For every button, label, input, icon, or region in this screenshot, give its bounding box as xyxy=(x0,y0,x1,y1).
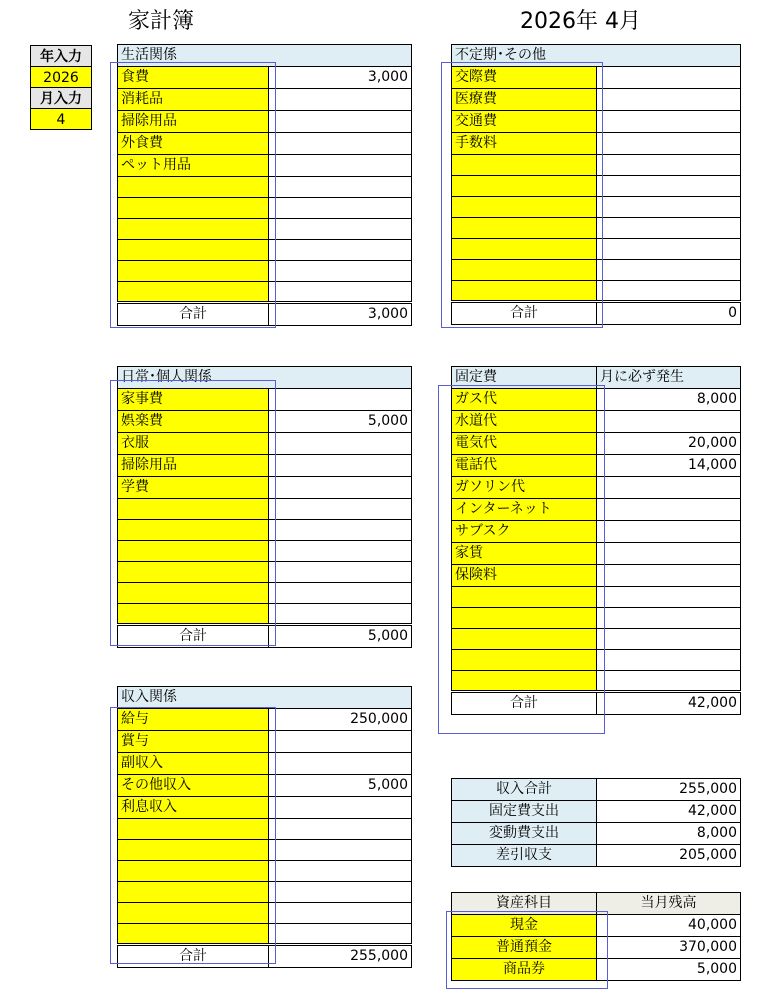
amount-cell[interactable] xyxy=(269,433,412,455)
category-label-cell[interactable] xyxy=(452,218,597,239)
period-label: 2026年 4月 xyxy=(520,9,641,34)
category-label-cell[interactable] xyxy=(118,861,269,882)
category-label-cell[interactable] xyxy=(118,219,269,240)
amount-cell[interactable]: 20,000 xyxy=(597,433,741,455)
asset-label-cell[interactable]: 現金 xyxy=(452,915,597,937)
amount-cell[interactable] xyxy=(597,218,741,239)
table-row xyxy=(452,565,741,587)
personal-expenses-table xyxy=(117,366,412,648)
category-label-cell[interactable] xyxy=(118,240,269,261)
table-row xyxy=(118,924,412,945)
category-label-cell[interactable]: 賞与 xyxy=(118,731,269,753)
section-title: 日常･個人関係 xyxy=(118,367,412,389)
table-row xyxy=(452,389,741,411)
table-row xyxy=(452,650,741,671)
table-row xyxy=(118,541,412,562)
amount-cell[interactable] xyxy=(269,840,412,861)
total-row xyxy=(118,945,412,968)
amount-cell[interactable]: 3,000 xyxy=(269,67,412,89)
category-label-cell[interactable]: サブスク xyxy=(452,521,597,543)
amount-cell[interactable] xyxy=(597,111,741,133)
summary-row xyxy=(452,801,741,823)
table-row xyxy=(452,521,741,543)
section-header-row xyxy=(452,45,741,67)
table-row xyxy=(118,133,412,155)
table-row xyxy=(118,753,412,775)
total-value: 3,000 xyxy=(269,303,412,326)
amount-cell[interactable] xyxy=(269,455,412,477)
table-row xyxy=(118,775,412,797)
category-label-cell[interactable] xyxy=(452,260,597,281)
category-label-cell[interactable]: ペット用品 xyxy=(118,155,269,177)
category-label-cell[interactable]: 消耗品 xyxy=(118,89,269,111)
category-label-cell[interactable] xyxy=(118,583,269,604)
category-label-cell[interactable]: 給与 xyxy=(118,709,269,731)
month-input-label: 月入力 xyxy=(30,87,92,109)
total-value: 255,000 xyxy=(269,945,412,968)
amount-cell[interactable] xyxy=(269,219,412,240)
amount-cell[interactable] xyxy=(597,239,741,260)
total-row xyxy=(118,625,412,648)
category-label-cell[interactable] xyxy=(118,840,269,861)
year-month-input-panel xyxy=(30,46,92,130)
section-header-row xyxy=(118,45,412,67)
category-label-cell[interactable] xyxy=(452,281,597,302)
asset-row xyxy=(452,937,741,959)
table-row xyxy=(452,218,741,239)
section-header-row xyxy=(118,367,412,389)
amount-cell[interactable] xyxy=(269,282,412,303)
total-row xyxy=(118,303,412,326)
amount-cell[interactable] xyxy=(597,499,741,521)
table-row xyxy=(118,861,412,882)
amount-cell[interactable] xyxy=(269,111,412,133)
table-row xyxy=(118,583,412,604)
category-label-cell[interactable]: インターネット xyxy=(452,499,597,521)
table-row xyxy=(452,455,741,477)
amount-cell[interactable] xyxy=(597,587,741,608)
amount-cell[interactable]: 5,000 xyxy=(269,411,412,433)
table-row xyxy=(118,177,412,198)
amount-cell[interactable] xyxy=(269,261,412,282)
table-row xyxy=(452,411,741,433)
amount-cell[interactable] xyxy=(269,520,412,541)
section-header-row xyxy=(452,367,741,389)
category-label-cell[interactable]: 外食費 xyxy=(118,133,269,155)
section-title: 生活関係 xyxy=(118,45,412,67)
table-row xyxy=(118,261,412,282)
table-row xyxy=(452,629,741,650)
asset-label-cell[interactable]: 普通預金 xyxy=(452,937,597,959)
section-note: 月に必ず発生 xyxy=(597,367,741,389)
table-row xyxy=(452,587,741,608)
category-label-cell[interactable]: 交際費 xyxy=(452,67,597,89)
category-label-cell[interactable] xyxy=(452,176,597,197)
amount-cell[interactable] xyxy=(597,176,741,197)
amount-cell[interactable] xyxy=(269,562,412,583)
amount-cell[interactable] xyxy=(597,411,741,433)
summary-value: 205,000 xyxy=(597,845,741,867)
amount-cell[interactable] xyxy=(269,240,412,261)
table-row xyxy=(118,67,412,89)
total-value: 42,000 xyxy=(597,692,741,715)
category-label-cell[interactable]: 電話代 xyxy=(452,455,597,477)
amount-cell[interactable] xyxy=(597,543,741,565)
total-value: 0 xyxy=(597,302,741,325)
assets-column-header: 資産科目 xyxy=(452,893,597,915)
amount-cell[interactable] xyxy=(597,197,741,218)
amount-cell[interactable] xyxy=(269,499,412,520)
amount-cell[interactable] xyxy=(269,133,412,155)
category-label-cell[interactable] xyxy=(118,261,269,282)
category-label-cell[interactable] xyxy=(118,604,269,625)
table-row xyxy=(118,155,412,177)
table-row xyxy=(118,433,412,455)
fixed-expenses-table xyxy=(451,366,741,715)
table-row xyxy=(118,198,412,219)
irregular-expenses-table xyxy=(451,44,741,325)
month-input-cell[interactable]: 4 xyxy=(30,108,92,130)
category-label-cell[interactable] xyxy=(118,562,269,583)
category-label-cell[interactable] xyxy=(452,671,597,692)
category-label-cell[interactable] xyxy=(118,520,269,541)
asset-row xyxy=(452,959,741,981)
table-row xyxy=(118,604,412,625)
category-label-cell[interactable] xyxy=(118,177,269,198)
table-row xyxy=(118,89,412,111)
table-row xyxy=(452,239,741,260)
table-row xyxy=(452,433,741,455)
table-row xyxy=(452,260,741,281)
section-title: 不定期･その他 xyxy=(452,45,741,67)
category-label-cell[interactable]: 利息収入 xyxy=(118,797,269,819)
table-row xyxy=(118,882,412,903)
category-label-cell[interactable] xyxy=(118,198,269,219)
amount-cell[interactable] xyxy=(269,477,412,499)
table-row xyxy=(452,671,741,692)
amount-cell[interactable]: 8,000 xyxy=(597,389,741,411)
category-label-cell[interactable] xyxy=(452,155,597,176)
table-row xyxy=(118,520,412,541)
category-label-cell[interactable]: 家賃 xyxy=(452,543,597,565)
category-label-cell[interactable]: 掃除用品 xyxy=(118,111,269,133)
amount-cell[interactable] xyxy=(269,177,412,198)
table-row xyxy=(118,477,412,499)
asset-balance-cell[interactable]: 5,000 xyxy=(597,959,741,981)
summary-row xyxy=(452,845,741,867)
amount-cell[interactable] xyxy=(269,731,412,753)
summary-label: 固定費支出 xyxy=(452,801,597,823)
amount-cell[interactable] xyxy=(597,133,741,155)
table-row xyxy=(118,903,412,924)
table-row xyxy=(118,731,412,753)
category-label-cell[interactable]: 食費 xyxy=(118,67,269,89)
amount-cell[interactable] xyxy=(269,753,412,775)
amount-cell[interactable] xyxy=(269,89,412,111)
category-label-cell[interactable]: 交通費 xyxy=(452,111,597,133)
amount-cell[interactable]: 5,000 xyxy=(269,775,412,797)
category-label-cell[interactable]: 家事費 xyxy=(118,389,269,411)
amount-cell[interactable] xyxy=(269,903,412,924)
table-row xyxy=(452,155,741,176)
section-header-row xyxy=(118,687,412,709)
summary-row xyxy=(452,779,741,801)
amount-cell[interactable] xyxy=(597,260,741,281)
section-title: 収入関係 xyxy=(118,687,412,709)
category-label-cell[interactable] xyxy=(118,541,269,562)
category-label-cell[interactable] xyxy=(452,629,597,650)
amount-cell[interactable] xyxy=(269,819,412,840)
income-table xyxy=(117,686,412,968)
amount-cell[interactable]: 250,000 xyxy=(269,709,412,731)
summary-value: 42,000 xyxy=(597,801,741,823)
amount-cell[interactable] xyxy=(269,861,412,882)
table-row xyxy=(118,389,412,411)
category-label-cell[interactable]: その他収入 xyxy=(118,775,269,797)
balance-summary-table xyxy=(451,778,741,867)
asset-row xyxy=(452,915,741,937)
category-label-cell[interactable] xyxy=(118,499,269,520)
amount-cell[interactable] xyxy=(597,89,741,111)
table-row xyxy=(118,797,412,819)
amount-cell[interactable] xyxy=(597,155,741,176)
table-row xyxy=(452,133,741,155)
amount-cell[interactable] xyxy=(597,629,741,650)
table-row xyxy=(452,543,741,565)
year-input-label: 年入力 xyxy=(30,45,92,67)
category-label-cell[interactable] xyxy=(452,608,597,629)
table-row xyxy=(118,455,412,477)
total-value: 5,000 xyxy=(269,625,412,648)
assets-header-row xyxy=(452,893,741,915)
table-row xyxy=(118,819,412,840)
amount-cell[interactable] xyxy=(597,565,741,587)
sheet-title: 家計簿 xyxy=(128,9,195,34)
table-row xyxy=(118,282,412,303)
total-label: 合計 xyxy=(452,302,597,325)
category-label-cell[interactable]: 衣服 xyxy=(118,433,269,455)
amount-cell[interactable] xyxy=(597,671,741,692)
table-row xyxy=(452,176,741,197)
amount-cell[interactable]: 14,000 xyxy=(597,455,741,477)
table-row xyxy=(118,240,412,261)
amount-cell[interactable] xyxy=(597,477,741,499)
amount-cell[interactable] xyxy=(269,155,412,177)
year-input-cell[interactable]: 2026 xyxy=(30,66,92,88)
amount-cell[interactable] xyxy=(269,797,412,819)
amount-cell[interactable] xyxy=(269,604,412,625)
category-label-cell[interactable]: ガス代 xyxy=(452,389,597,411)
category-label-cell[interactable] xyxy=(118,819,269,840)
category-label-cell[interactable] xyxy=(118,924,269,945)
amount-cell[interactable] xyxy=(597,281,741,302)
category-label-cell[interactable] xyxy=(452,239,597,260)
amount-cell[interactable] xyxy=(597,67,741,89)
summary-value: 8,000 xyxy=(597,823,741,845)
category-label-cell[interactable]: 電気代 xyxy=(452,433,597,455)
table-row xyxy=(452,67,741,89)
table-row xyxy=(452,608,741,629)
amount-cell[interactable] xyxy=(597,521,741,543)
category-label-cell[interactable]: ガソリン代 xyxy=(452,477,597,499)
amount-cell[interactable] xyxy=(597,608,741,629)
category-label-cell[interactable] xyxy=(452,197,597,218)
total-label: 合計 xyxy=(118,625,269,648)
category-label-cell[interactable]: 副収入 xyxy=(118,753,269,775)
summary-row xyxy=(452,823,741,845)
summary-value: 255,000 xyxy=(597,779,741,801)
table-row xyxy=(118,219,412,240)
category-label-cell[interactable]: 学費 xyxy=(118,477,269,499)
table-row xyxy=(118,840,412,861)
table-row xyxy=(118,562,412,583)
asset-balance-cell[interactable]: 40,000 xyxy=(597,915,741,937)
total-label: 合計 xyxy=(452,692,597,715)
table-row xyxy=(452,89,741,111)
amount-cell[interactable] xyxy=(597,650,741,671)
category-label-cell[interactable] xyxy=(118,282,269,303)
category-label-cell[interactable] xyxy=(118,882,269,903)
table-row xyxy=(118,411,412,433)
section-title: 固定費 xyxy=(452,367,597,389)
category-label-cell[interactable]: 掃除用品 xyxy=(118,455,269,477)
table-row xyxy=(452,197,741,218)
total-label: 合計 xyxy=(118,945,269,968)
table-row xyxy=(452,281,741,302)
summary-label: 差引収支 xyxy=(452,845,597,867)
table-row xyxy=(118,709,412,731)
amount-cell[interactable] xyxy=(269,583,412,604)
total-label: 合計 xyxy=(118,303,269,326)
summary-label: 変動費支出 xyxy=(452,823,597,845)
category-label-cell[interactable] xyxy=(452,650,597,671)
asset-balance-cell[interactable]: 370,000 xyxy=(597,937,741,959)
table-row xyxy=(452,477,741,499)
total-row xyxy=(452,302,741,325)
category-label-cell[interactable]: 保険料 xyxy=(452,565,597,587)
category-label-cell[interactable] xyxy=(452,587,597,608)
table-row xyxy=(452,111,741,133)
assets-column-header: 当月残高 xyxy=(597,893,741,915)
amount-cell[interactable] xyxy=(269,924,412,945)
amount-cell[interactable] xyxy=(269,198,412,219)
amount-cell[interactable] xyxy=(269,882,412,903)
amount-cell[interactable] xyxy=(269,389,412,411)
living-expenses-table xyxy=(117,44,412,326)
category-label-cell[interactable]: 水道代 xyxy=(452,411,597,433)
assets-table xyxy=(451,892,741,981)
total-row xyxy=(452,692,741,715)
table-row xyxy=(452,499,741,521)
table-row xyxy=(118,499,412,520)
summary-label: 収入合計 xyxy=(452,779,597,801)
category-label-cell[interactable] xyxy=(118,903,269,924)
category-label-cell[interactable]: 娯楽費 xyxy=(118,411,269,433)
category-label-cell[interactable]: 医療費 xyxy=(452,89,597,111)
asset-label-cell[interactable]: 商品券 xyxy=(452,959,597,981)
table-row xyxy=(118,111,412,133)
category-label-cell[interactable]: 手数料 xyxy=(452,133,597,155)
amount-cell[interactable] xyxy=(269,541,412,562)
